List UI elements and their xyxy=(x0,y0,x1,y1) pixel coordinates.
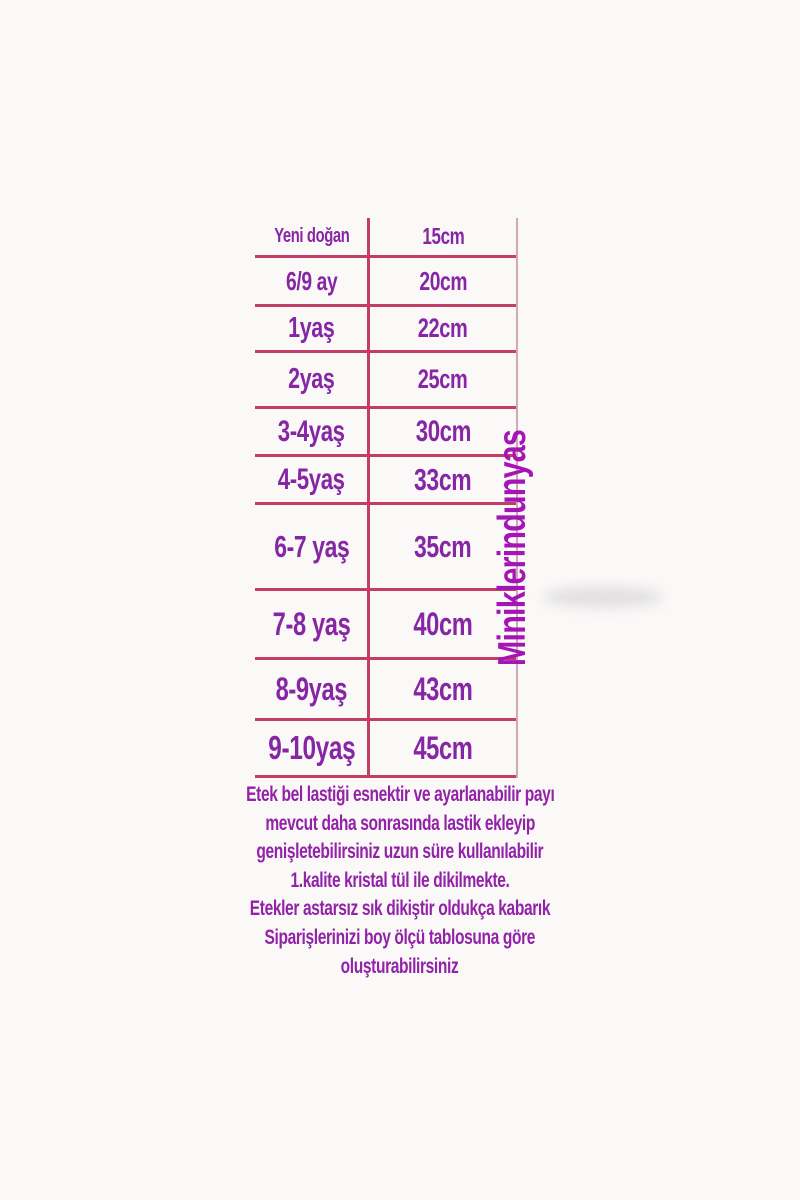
brand-watermark: Miniklerindunyas xyxy=(491,429,534,667)
description-line xyxy=(0,953,800,982)
description-line xyxy=(0,867,800,896)
age-label: 9-10yaş xyxy=(267,729,356,766)
description-line-text: Etekler astarsız sık dikiştir oldukça kabarık xyxy=(249,897,551,921)
length-value: 45cm xyxy=(413,729,473,766)
table-row xyxy=(255,505,518,591)
length-value: 30cm xyxy=(415,414,471,448)
age-cell xyxy=(255,353,368,406)
age-cell xyxy=(255,218,368,255)
age-cell xyxy=(255,409,368,454)
table-row xyxy=(255,660,518,721)
table-row xyxy=(255,457,518,505)
length-value: 43cm xyxy=(413,670,473,707)
age-label: 4-5yaş xyxy=(278,462,345,496)
product-description xyxy=(0,781,800,981)
age-cell xyxy=(255,591,368,657)
age-label: 7-8 yaş xyxy=(272,605,351,642)
length-value: 40cm xyxy=(413,605,473,642)
description-line xyxy=(0,838,800,867)
description-line-text: 1.kalite kristal tül ile dikilmekte. xyxy=(290,868,510,892)
age-label: Yeni doğan xyxy=(273,225,350,247)
length-cell xyxy=(368,721,518,775)
description-line-text: Siparişlerinizi boy ölçü tablosuna göre xyxy=(264,925,536,949)
length-value: 25cm xyxy=(418,364,468,394)
length-cell xyxy=(368,218,518,255)
length-cell xyxy=(368,307,518,350)
age-cell xyxy=(255,457,368,502)
length-cell xyxy=(368,660,518,718)
description-line-text: oluşturabilirsiniz xyxy=(341,954,459,978)
size-table-rows xyxy=(255,218,518,778)
table-row xyxy=(255,721,518,778)
length-value: 15cm xyxy=(421,223,465,249)
description-line-text: genişletebilirsiniz uzun süre kullanılabilir xyxy=(256,840,544,864)
description-line xyxy=(0,781,800,810)
table-row xyxy=(255,409,518,457)
faded-smudge xyxy=(543,586,663,608)
description-line-text: Etek bel lastiği esnektir ve ayarlanabilir payı xyxy=(245,783,555,806)
age-cell xyxy=(255,721,368,775)
age-label: 3-4yaş xyxy=(278,414,345,448)
age-cell xyxy=(255,660,368,718)
description-line xyxy=(0,895,800,924)
length-cell xyxy=(368,353,518,406)
age-cell xyxy=(255,505,368,588)
description-line xyxy=(0,810,800,839)
age-label: 6-7 yaş xyxy=(273,528,350,564)
age-label: 6/9 ay xyxy=(285,265,338,296)
table-row xyxy=(255,218,518,258)
length-value: 20cm xyxy=(419,265,467,296)
length-cell xyxy=(368,258,518,304)
table-row xyxy=(255,258,518,307)
table-column-divider-line xyxy=(367,218,370,778)
length-value: 22cm xyxy=(418,313,468,343)
description-line xyxy=(0,924,800,953)
age-label: 2yaş xyxy=(288,363,335,395)
age-label: 1yaş xyxy=(288,312,335,344)
age-cell xyxy=(255,258,368,304)
table-row xyxy=(255,353,518,409)
table-row xyxy=(255,307,518,353)
length-value: 35cm xyxy=(414,528,472,564)
table-row xyxy=(255,591,518,660)
age-label: 8-9yaş xyxy=(275,670,348,707)
age-cell xyxy=(255,307,368,350)
description-line-text: mevcut daha sonrasında lastik ekleyip xyxy=(265,811,535,835)
length-value: 33cm xyxy=(414,461,472,497)
size-table xyxy=(255,218,518,778)
